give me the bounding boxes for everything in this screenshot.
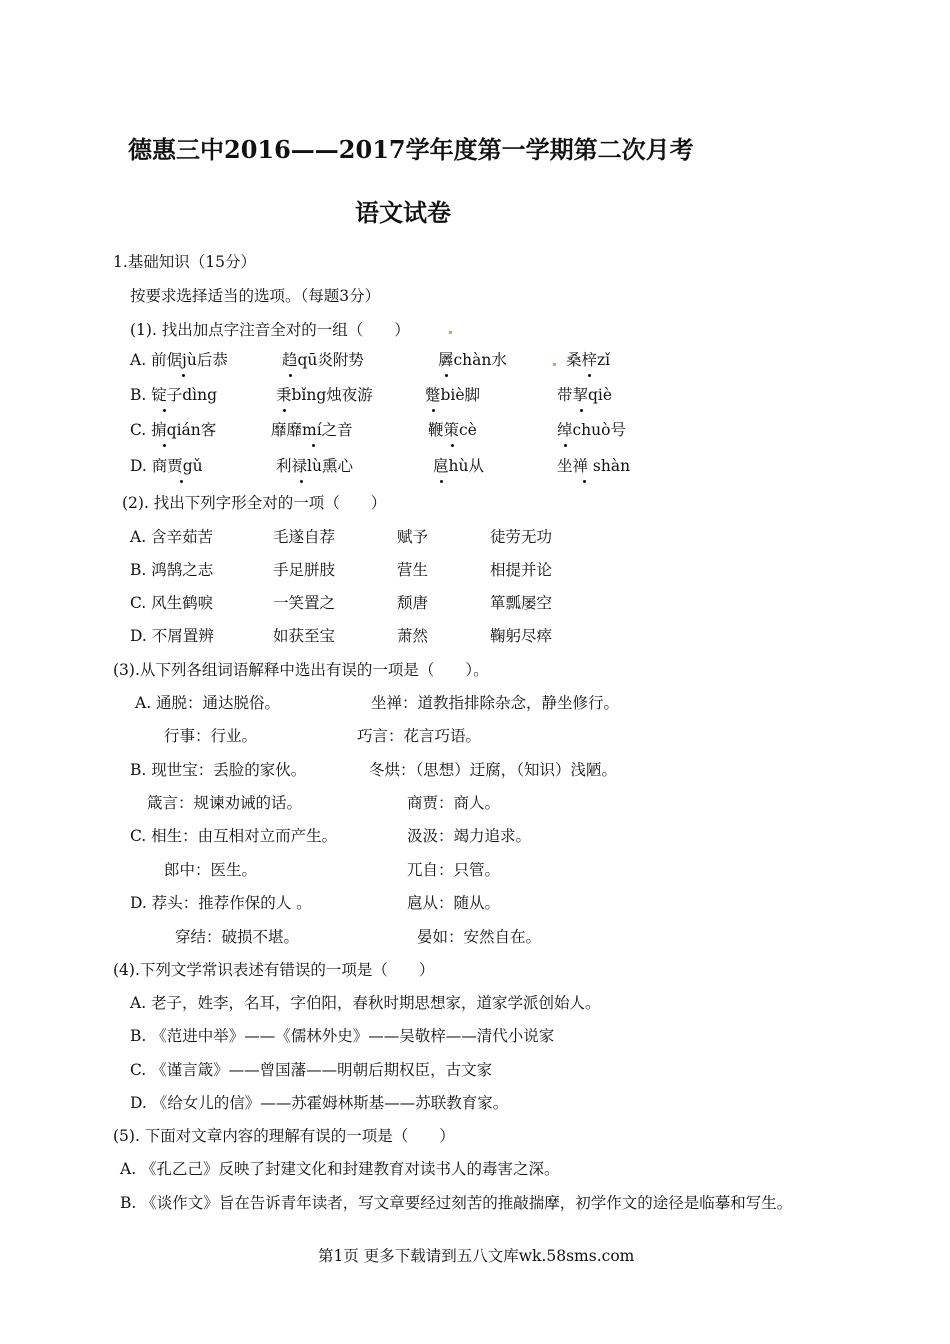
q3-row-2-left: 行事：行业。 <box>164 727 258 745</box>
q1-row-d-col1: D. 商贾gǔ <box>130 457 203 475</box>
page-footer: 第1页 更多下载请到五八文库wk.58sms.com <box>318 1247 635 1265</box>
q1-row-a-col1: A. 前倨jù后恭 <box>130 351 228 369</box>
emphasis-dot <box>432 409 435 412</box>
emphasis-dot <box>440 480 443 483</box>
q2-row-a-col2: 毛遂自荐 <box>273 528 336 546</box>
emphasis-dot <box>583 480 586 483</box>
q2-row-b-col1: B. 鸿鹄之志 <box>130 561 214 579</box>
q5-option-a: A. 《孔乙己》反映了封建文化和封建教育对读书人的毒害之深。 <box>120 1160 560 1178</box>
q1-row-c-col1: C. 掮qián客 <box>130 421 217 439</box>
section-heading: 1.基础知识（15分） <box>113 253 257 271</box>
q2-row-b-col2: 手足胼肢 <box>273 561 336 579</box>
q3-row-4-left: 箴言：规谏劝诫的话。 <box>147 794 303 812</box>
q5-option-b: B. 《谈作文》旨在告诉青年读者，写文章要经过刻苦的推敲揣摩，初学作文的途径是临摹和写生。 <box>120 1194 793 1212</box>
q1-row-a-col2: 趋qū炎附势 <box>282 351 364 369</box>
q3-row-1-left: A. 通脱：通达脱俗。 <box>135 694 281 712</box>
q1-row-c-col4: 绰chuò号 <box>557 421 626 439</box>
q3-row-4-right: 商贾：商人。 <box>407 794 501 812</box>
question-4-stem: (4).下列文学常识表述有错误的一项是（ ） <box>113 961 435 979</box>
q2-row-d-col3: 萧然 <box>397 627 429 645</box>
q2-row-c-col2: 一笑置之 <box>273 594 336 612</box>
emphasis-dot <box>283 409 286 412</box>
emphasis-dot <box>312 444 315 447</box>
q2-row-a-col3: 赋予 <box>397 528 429 546</box>
q3-row-2-right: 巧言：花言巧语。 <box>357 727 482 745</box>
q3-row-6-left: 郎中：医生。 <box>164 861 258 879</box>
q3-row-5-left: C. 相生：由互相对立而产生。 <box>130 827 338 845</box>
q2-row-d-col1: D. 不屑置辨 <box>130 627 214 645</box>
q3-row-7-left: D. 荐头：推荐作保的人 。 <box>130 894 312 912</box>
q2-row-c-col3: 颓唐 <box>397 594 429 612</box>
q1-row-c-col2: 靡靡mí之音 <box>271 421 353 439</box>
q2-row-a-col4: 徒劳无功 <box>490 528 553 546</box>
q2-row-b-col4: 相提并论 <box>490 561 553 579</box>
q1-row-b-col2: 秉bǐng烛夜游 <box>276 386 373 404</box>
emphasis-dot <box>289 374 292 377</box>
q4-option-b: B. 《范进中举》——《儒林外史》——吴敬梓——清代小说家 <box>130 1027 555 1045</box>
q2-row-c-col1: C. 风生鹤唳 <box>130 594 214 612</box>
q1-row-b-col3: 蹩biè脚 <box>425 386 481 404</box>
q3-row-1-right: 坐禅：道教指排除杂念，静坐修行。 <box>371 694 620 712</box>
q3-row-3-left: B. 现世宝：丢脸的家伙。 <box>130 761 307 779</box>
q1-row-c-col3: 鞭策cè <box>428 421 477 439</box>
q1-row-d-col2: 利禄lù熏心 <box>276 457 353 475</box>
q2-row-d-col4: 鞠躬尽瘁 <box>490 627 553 645</box>
emphasis-dot <box>163 409 166 412</box>
q2-row-d-col2: 如获至宝 <box>273 627 336 645</box>
q2-row-c-col4: 箪瓢屡空 <box>490 594 553 612</box>
emphasis-dot <box>180 480 183 483</box>
q1-row-d-col3: 扈hù从 <box>433 457 484 475</box>
q1-row-b-col1: B. 锭子dìng <box>130 386 218 404</box>
decorative-dot <box>553 363 556 366</box>
q1-row-a-col3: 羼chàn水 <box>438 351 507 369</box>
exam-subtitle: 语文试卷 <box>355 198 451 227</box>
question-1-stem: (1). 找出加点字注音全对的一组（ ） <box>130 321 410 339</box>
q4-option-a: A. 老子，姓李，名耳，字伯阳，春秋时期思想家，道家学派创始人。 <box>130 994 601 1012</box>
question-3-stem: (3).从下列各组词语解释中选出有误的一项是（ ）。 <box>113 661 489 679</box>
q3-row-7-right: 扈从：随从。 <box>407 894 501 912</box>
q3-row-6-right: 兀自：只管。 <box>407 861 501 879</box>
question-5-stem: (5). 下面对文章内容的理解有误的一项是（ ） <box>113 1127 455 1145</box>
q3-row-8-right: 晏如：安然自在。 <box>417 928 542 946</box>
q1-row-d-col4: 坐禅 shàn <box>557 457 631 475</box>
emphasis-dot <box>300 480 303 483</box>
emphasis-dot <box>163 444 166 447</box>
decorative-dot <box>449 331 452 334</box>
emphasis-dot <box>445 374 448 377</box>
q1-row-a-col4: 桑梓zǐ <box>566 351 611 369</box>
q4-option-d: D. 《给女儿的信》——苏霍姆林斯基——苏联教育家。 <box>130 1094 509 1112</box>
q1-row-b-col4: 带挈qiè <box>557 386 613 404</box>
emphasis-dot <box>564 444 567 447</box>
q2-row-b-col3: 营生 <box>397 561 429 579</box>
section-instruction: 按要求选择适当的选项。（每题3分） <box>130 287 381 305</box>
q3-row-5-right: 汲汲：竭力追求。 <box>407 827 532 845</box>
exam-title: 德惠三中2016——2017学年度第一学期第二次月考 <box>128 135 694 164</box>
question-2-stem: (2). 找出下列字形全对的一项（ ） <box>122 494 387 512</box>
emphasis-dot <box>451 444 454 447</box>
emphasis-dot <box>182 374 185 377</box>
q2-row-a-col1: A. 含辛茹苦 <box>130 528 214 546</box>
q3-row-3-right: 冬烘：（思想）迂腐，（知识）浅陋。 <box>369 761 618 779</box>
q3-row-8-left: 穿结：破损不堪。 <box>175 928 300 946</box>
emphasis-dot <box>580 409 583 412</box>
q4-option-c: C. 《谨言箴》——曾国藩——明朝后期权臣，古文家 <box>130 1061 493 1079</box>
emphasis-dot <box>588 374 591 377</box>
